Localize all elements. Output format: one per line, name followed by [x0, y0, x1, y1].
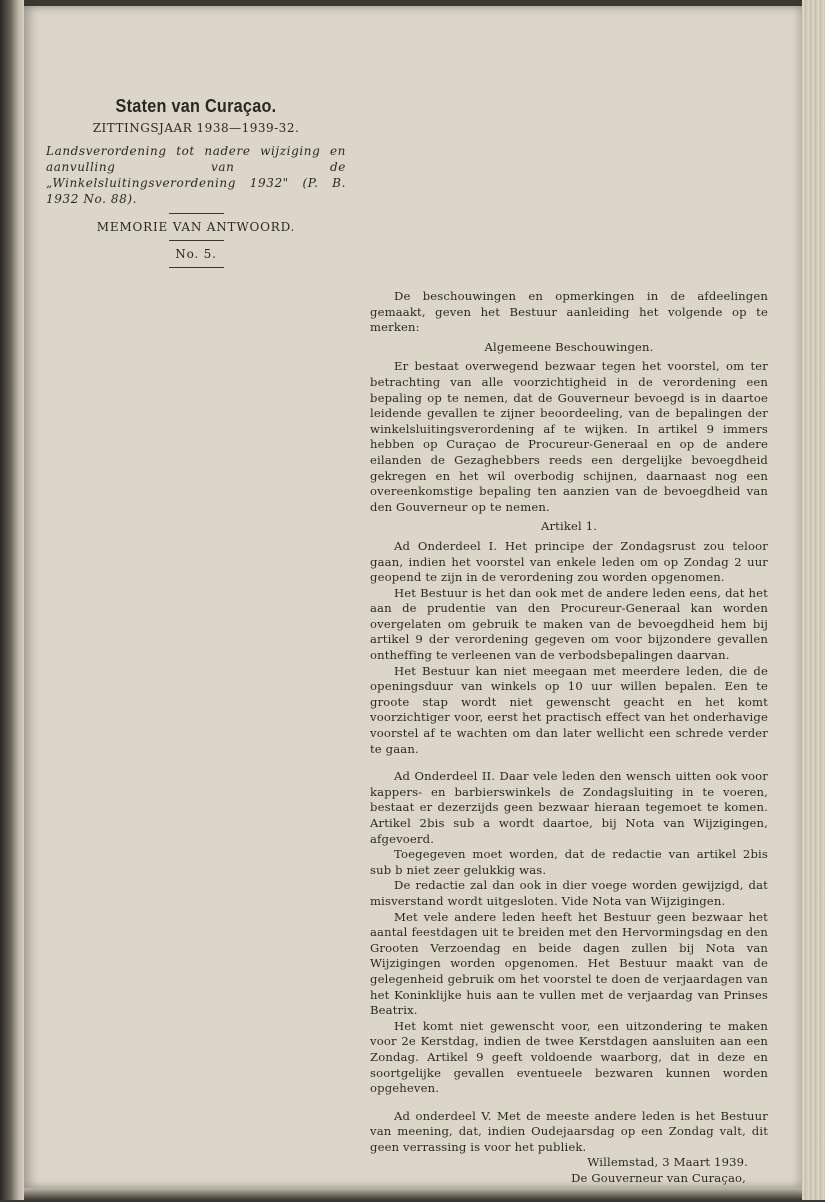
- paragraph: De redactie zal dan ook in dier voege worden gewijzigd, dat misverstand wordt uitgesloten. Vide Nota van Wijzigingen.: [370, 878, 768, 908]
- paragraph: Het komt niet gewenscht voor, een uitzondering te maken voor 2e Kerstdag, indien de twee Kerstdagen aansluiten aan een Zondag. Artikel 9 geeft voldoende waarborg, dat in deze en soortgelijke gevallen eventueele bezwaren kunnen worden opgeheven.: [370, 1018, 768, 1096]
- paragraph: Het Bestuur is het dan ook met de andere leden eens, dat het aan de prudentie van den Procureur-Generaal kan worden overgelaten om gebruik te maken van de bevoegdheid hem bij artikel 9 der verordening gegeven om voor bijzondere gevallen ontheffing te verleenen van de verbodsbepalingen daarvan.: [370, 585, 768, 663]
- session-line: ZITTINGSJAAR 1938—1939-32.: [92, 121, 300, 135]
- page-edges-right: [802, 0, 825, 1200]
- book-binding-left: [0, 0, 24, 1200]
- section-heading-general: Algemeene Beschouwingen.: [484, 339, 654, 354]
- divider: [169, 240, 224, 241]
- paragraph: Toegegeven moet worden, dat de redactie van artikel 2bis sub b niet zeer gelukkig was.: [370, 847, 768, 877]
- paragraph: Ad onderdeel V. Met de meeste andere leden is het Bestuur van meening, dat, indien Oudejaarsdag op een Zondag valt, dit geen verrassing is voor het publiek.: [370, 1108, 768, 1154]
- paragraph: Ad Onderdeel I. Het principe der Zondagsrust zou teloor gaan, indien het voorstel van enkele leden om op Zondag 2 uur geopend te zijn in de verordening zou worden opgenomen.: [370, 538, 768, 585]
- divider: [169, 213, 224, 214]
- signature-place-date: Willemstad, 3 Maart 1939.: [587, 1155, 748, 1170]
- spacer: [370, 757, 768, 769]
- page-title: Staten van Curaçao.: [115, 96, 277, 116]
- document-number: No. 5.: [175, 247, 217, 261]
- document-body: [370, 289, 768, 1202]
- spacer: [370, 1097, 768, 1109]
- divider: [169, 267, 224, 268]
- subject-line: Landsverordening tot nadere wijziging en aanvulling van de „Winkelsluitingsverordening 1932" (P. B. 1932 No. 88).: [46, 144, 346, 206]
- paragraph: Ad Onderdeel II. Daar vele leden den wensch uitten ook voor kappers- en barbierswinkels de Zondagsluiting in te voeren, bestaat er dezerzijds geen bezwaar hieraan tegemoet te komen. Artikel 2bis sub a wordt daartoe, bij Nota van Wijzigingen, afgevoerd.: [370, 769, 768, 846]
- general-paragraph: Er bestaat overwegend bezwaar tegen het voorstel, om ter betrachting van alle voorzichtigheid in de verordening een bepaling op te nemen, dat de Gouverneur bevoegd is in daartoe leidende gevallen te zijner beoordeeling, van de bepalingen der winkelsluitingsverordening af te wijken. In artikel 9 immers hebben op Curaçao de Procureur-Generaal en op de andere eilanden de Gezaghebbers reeds een dergelijke bevoegdheid gekregen en het wil overbodig schijnen, daarnaast nog een overeenkomstige bepaling ten aanzien van de bevoegdheid van den Gouverneur op te nemen.: [370, 359, 768, 514]
- paragraph: Het Bestuur kan niet meegaan met meerdere leden, die de openingsduur van winkels op 10 uur willen bepalen. Een te groote stap wordt niet gewenscht geacht en het komt voorzichtiger voor, eerst het practisch effect van het onderhavige voorstel af te wachten om dan later wellicht een schrede verder te gaan.: [370, 663, 768, 756]
- signature-office: De Gouverneur van Curaçao,: [571, 1171, 746, 1186]
- document-header: [46, 96, 346, 272]
- memo-title: MEMORIE VAN ANTWOORD.: [96, 220, 296, 234]
- intro-paragraph: De beschouwingen en opmerkingen in de afdeelingen gemaakt, geven het Bestuur aanleiding het volgende op te merken:: [370, 289, 768, 335]
- document-page: [24, 6, 802, 1188]
- paragraph: Met vele andere leden heeft het Bestuur geen bezwaar het aantal feestdagen uit te breiden met den Hervormingsdag en den Grooten Verzoendag en beide dagen zullen bij Nota van Wijzigingen worden opgenomen. Het Bestuur maakt van de gelegenheid gebruik om het voorstel te doen de verjaardagen van het Koninklijke huis aan te vullen met de verjaardag van Prinses Beatrix.: [370, 909, 768, 1018]
- page-bottom-shadow: [24, 1188, 802, 1200]
- section-heading-article: Artikel 1.: [540, 519, 598, 534]
